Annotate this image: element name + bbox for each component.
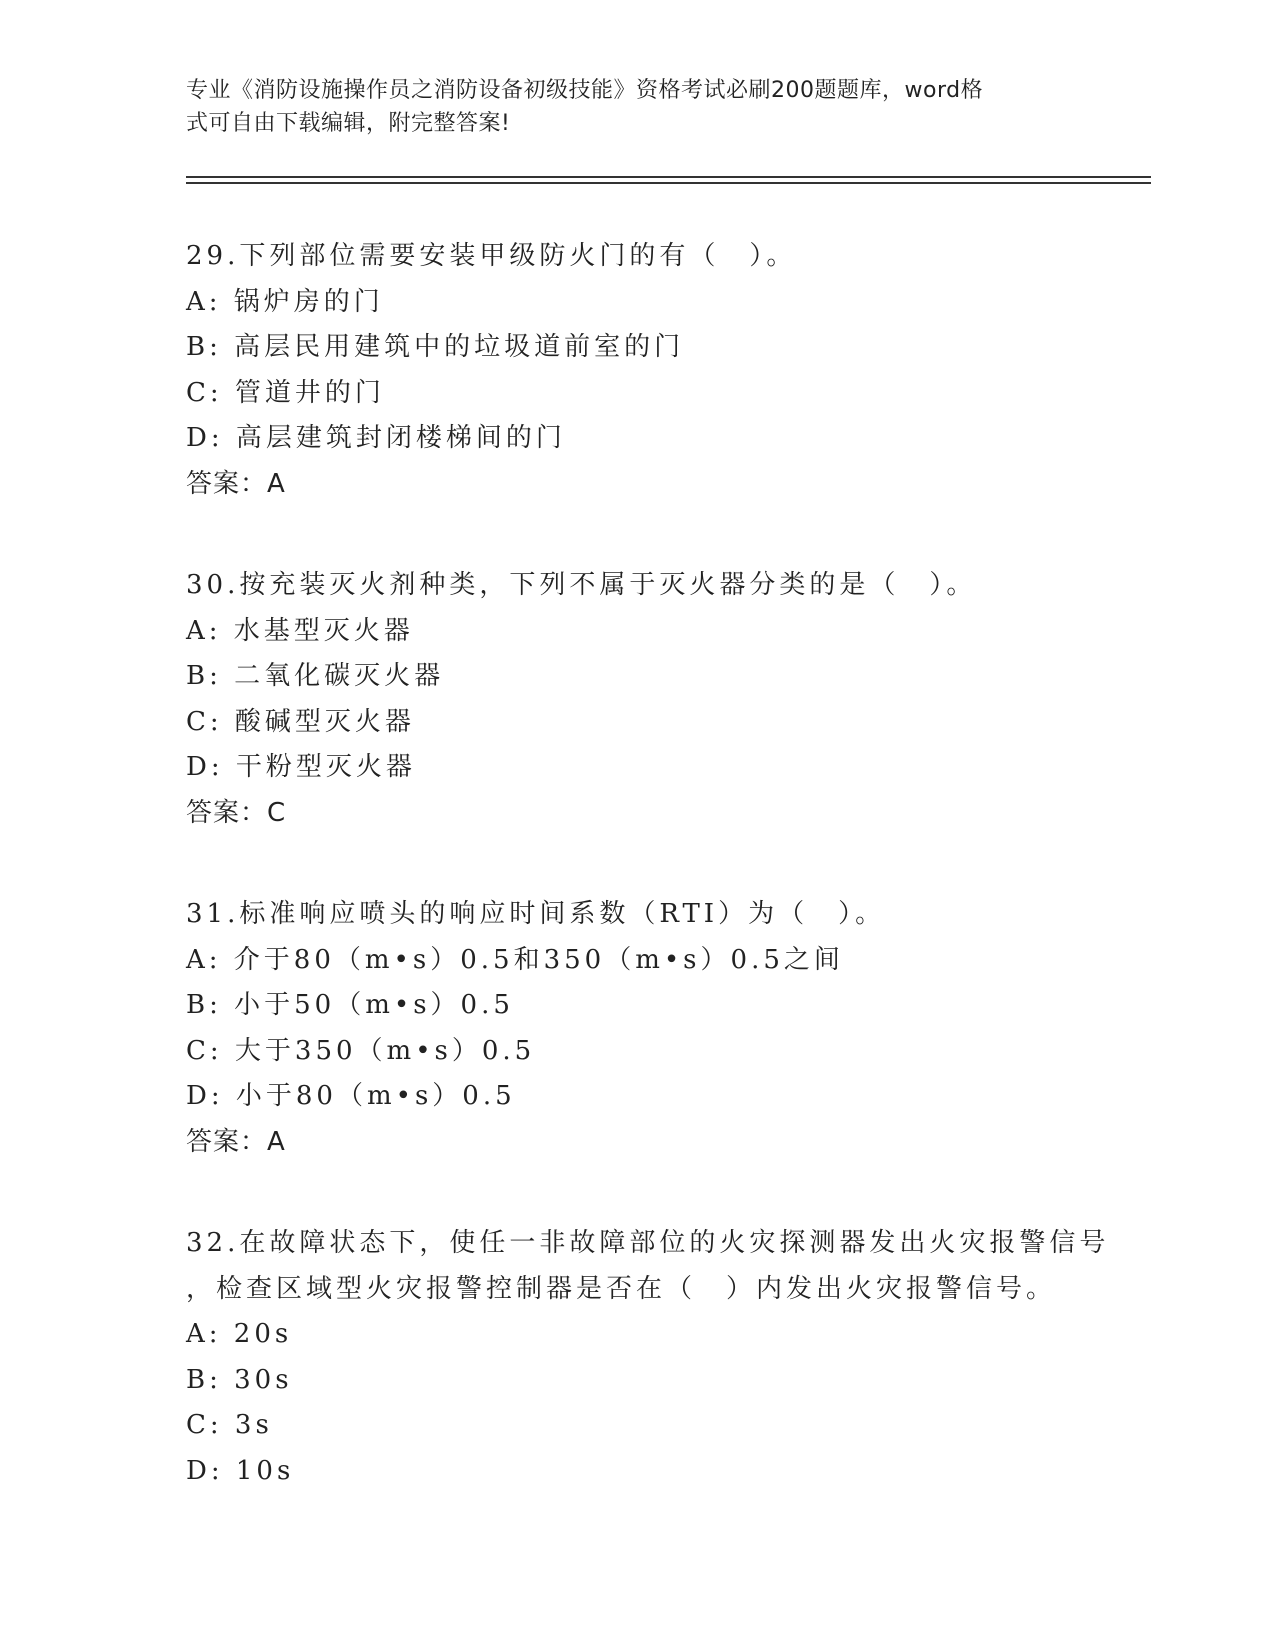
option-b: B: 小于50（m•s）0.5 bbox=[186, 990, 514, 1020]
option-c: C: 管道井的门 bbox=[186, 377, 385, 408]
question-30 bbox=[186, 563, 1086, 836]
option-d: D: 10s bbox=[186, 1455, 295, 1486]
question-title: 30.按充装灭火剂种类，下列不属于灭火器分类的是（ ）。 bbox=[186, 570, 977, 600]
answer-label: 答案：A bbox=[186, 1126, 286, 1157]
header-divider-top bbox=[186, 176, 1151, 178]
answer-label: 答案：A bbox=[186, 468, 286, 499]
question-title: 29.下列部位需要安装甲级防火门的有（ ）。 bbox=[186, 241, 797, 271]
option-a: A: 水基型灭火器 bbox=[186, 615, 414, 646]
option-a: A: 20s bbox=[186, 1319, 293, 1349]
option-d: D: 小于80（m•s）0.5 bbox=[186, 1081, 516, 1111]
option-b: B: 二氧化碳灭火器 bbox=[186, 661, 445, 691]
option-a: A: 锅炉房的门 bbox=[186, 286, 384, 317]
question-title-line-2: ，检查区域型火灾报警控制器是否在（ ）内发出火灾报警信号。 bbox=[186, 1273, 1057, 1304]
question-32 bbox=[186, 1221, 1110, 1494]
option-b: B: 高层民用建筑中的垃圾道前室的门 bbox=[186, 332, 685, 362]
option-b: B: 30s bbox=[186, 1364, 293, 1395]
option-d: D: 高层建筑封闭楼梯间的门 bbox=[186, 423, 566, 453]
option-c: C: 3s bbox=[186, 1410, 273, 1440]
document-header bbox=[186, 74, 1066, 140]
question-list bbox=[186, 234, 1110, 1550]
question-31 bbox=[186, 892, 1086, 1165]
option-d: D: 干粉型灭火器 bbox=[186, 752, 416, 782]
option-c: C: 大于350（m•s）0.5 bbox=[186, 1035, 536, 1066]
header-line-1: 专业《消防设施操作员之消防设备初级技能》资格考试必刷200题题库，word格 bbox=[186, 78, 984, 103]
header-line-2: 式可自由下载编辑，附完整答案! bbox=[186, 111, 511, 136]
question-title: 31.标准响应喷头的响应时间系数（RTI）为（ ）。 bbox=[186, 899, 886, 929]
answer-label: 答案：C bbox=[186, 797, 287, 828]
question-29 bbox=[186, 234, 1086, 507]
header-divider-bottom bbox=[186, 182, 1151, 184]
option-a: A: 介于80（m•s）0.5和350（m•s）0.5之间 bbox=[186, 944, 844, 975]
option-c: C: 酸碱型灭火器 bbox=[186, 706, 415, 737]
question-title-line-1: 32.在故障状态下，使任一非故障部位的火灾探测器发出火灾报警信号 bbox=[186, 1228, 1110, 1258]
